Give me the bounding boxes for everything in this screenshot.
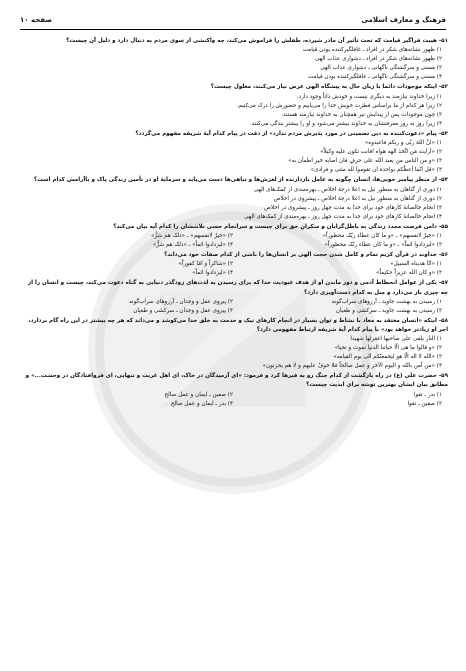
answer-option[interactable]: ۱) «انّا هدیناه السبیل» — [390, 261, 442, 268]
answer-option[interactable]: ۱) بدر ـ تقوا — [413, 391, 442, 398]
question-text: ۵۱- هیبت فراگیر قیامت که تحت تأثیر آن مادر شیرده، طفلش را فراموش می‌کند، چه واکنشی از سوی مردم به دنبال دارد و دلیل آن چیست؟ — [66, 38, 448, 44]
options-list — [24, 298, 442, 316]
options-list — [24, 46, 448, 82]
answer-option[interactable]: ۱) «انَّ اللهَ ربّی و ربکم فاعبدوه» — [364, 140, 442, 147]
answer-option[interactable]: ۲) «و قالوا ما هی الّا حیاتنا الدنیا نموت و نحیا» — [334, 345, 442, 352]
question-block — [24, 279, 448, 315]
answer-option[interactable]: ۴) بدر ـ ایمان و عمل صالح — [170, 400, 233, 407]
page-number: صفحه ۱۰ — [20, 16, 53, 24]
questions-area — [24, 36, 448, 409]
page-header — [20, 14, 446, 30]
answer-option[interactable]: ۲) «خیرٌ لانفسهم» ـ «ذلک هم شرٌّ» — [151, 232, 233, 239]
options-list — [24, 139, 448, 175]
answer-option[interactable]: ۴) «لیزدادوا اثماً» ـ «ذلک هم شرٌّ» — [152, 242, 233, 249]
answer-option[interactable]: ۲) «أرأیتَ مَن اتَّخذ الهه هواه افانت تکون علیه وکیلاً» — [320, 149, 442, 156]
answer-option[interactable]: ۲) پیروی عقل و وجدان ـ آرزوهای سراب‌گونه — [129, 298, 233, 305]
answer-option[interactable]: ۱) زیرا خداوند نیازمند به دیگری نیست و خودش ذاتاً وجود دارد. — [296, 93, 442, 100]
answer-option[interactable]: ۳) مستی و سرگشتگی ناگهانی ـ دشواری عذاب الهی — [320, 65, 442, 72]
options-list — [24, 93, 448, 129]
answer-option[interactable]: ۳) صفین ـ تقوا — [407, 400, 442, 407]
answer-option[interactable]: ۲) دوری از گناهان به منظور نیل به اعلا درجهٔ اخلاص ـ پیشروی در اخلاص — [273, 195, 442, 202]
answer-option[interactable]: ۳) رسیدن به بهشت جاوید ـ سرکشی و طغیان — [335, 307, 442, 314]
answer-option[interactable]: ۴) «قل انّما أعظُکم بواحدة ان تقوموا لله مثنی و فرادی» — [310, 167, 442, 174]
answer-option[interactable]: ۱) دوری از گناهان به منظور نیل به اعلا درجهٔ اخلاص ـ بهره‌مندی از کمک‌های الهی — [253, 186, 442, 193]
question-block — [24, 223, 448, 250]
question-text: ۵۶- خداوند در قرآن کریم تمام و کامل شدن حجت الهی بر انسان‌ها را ناشی از کدام صفات خود می‌داند؟ — [164, 252, 448, 259]
answer-option[interactable]: ۲) صفین ـ ایمان و عمل صالح — [164, 391, 233, 398]
question-text: ۵۸- اینکه «انسان معتقد به معاد با نشاط و توان بسیار در انجام کارهای نیک و خدمت به خلق خدا می‌کوشد و می‌داند که هر چه بیشتر در این راه گام بردارد، اجر او زیادتر خواهد بود» با پیام کدام آیهٔ شریفه ارتباط مفهومی دارد؟ — [28, 317, 448, 333]
answer-option[interactable]: ۲) ظهور نشانه‌های شکر در افراد ـ دشواری عذاب الهی — [314, 56, 442, 63]
answer-option[interactable]: ۴) پیروی عقل و وجدان ـ سرکشی و طغیان — [133, 307, 233, 314]
answer-option[interactable]: ۳) چون موجودات پس از پیدایش نیز همچنان به خداوند نیازمند هستند. — [281, 111, 442, 118]
question-block — [24, 176, 448, 221]
answer-option[interactable]: ۱) ظهور نشانه‌های شکر در افراد ـ غافلگیرکننده بودن قیامت — [302, 47, 442, 54]
options-list — [24, 186, 448, 222]
options-list — [24, 260, 442, 278]
answer-option[interactable]: ۳) «الله لا اله الّا هو لیجمعنّکم الی یوم القیامه» — [333, 354, 442, 361]
answer-option[interactable]: ۴) «من آمن بالله و الیوم الآخر و عمل صالحاً فلا خوفٌ علیهم و لا هم یحزنون» — [262, 363, 442, 370]
question-block — [24, 372, 448, 408]
question-block — [24, 130, 448, 175]
question-block — [24, 251, 448, 278]
question-block — [24, 37, 448, 82]
question-block — [24, 317, 448, 372]
answer-option[interactable]: ۱) رسیدن به بهشت جاوید ـ آرزوهای سراب‌گونه — [331, 298, 442, 305]
options-list — [24, 335, 448, 371]
answer-option[interactable]: ۳) «و من الناس من یعبد الله علی حرفٍ فان اصابه خیر اطمأن به» — [288, 158, 442, 165]
answer-option[interactable]: ۳) انجام خالصانهٔ کارهای خود برای خدا به مدت چهل روز ـ پیشروی در اخلاص — [264, 204, 442, 211]
question-text: ۵۵- دامن فرصت مجدد زندگی به باطل‌گرایان و منکرانِ حق برای چیست و سرانجام حسی تلاششان را کدام آیه بیان می‌کند؟ — [113, 223, 448, 230]
question-text: ۵۷- یکی از عوامل انحطاط آدمی و دور ماندن او از هدف عبودیت خدا که برای رسیدن به لذت‌های زودگذر دنیایی به گناه دعوت می‌کند، چیست و انسان را از چه چیزی باز می‌دارد و مبل به کدام دست‌آویزی دارد؟ — [27, 280, 448, 296]
answer-option[interactable]: ۴) «لیزدادوا اثماً» — [192, 270, 233, 277]
answer-option[interactable]: ۱) «خیرٌ لانفسهم» ـ «و ما کان عطاء ربّک محظوراً» — [322, 232, 442, 239]
answer-option[interactable]: ۳) «لیزدادوا اثماً» ـ «و ما کان عطاء ربّک محظوراً» — [324, 242, 442, 249]
question-text: ۵۲- اینکه موجودات دائما با زبان حال به پیشگاه الهی عرض نیاز می‌کنند، معلول چیست؟ — [210, 84, 448, 91]
header-title: فرهنگ و معارف اسلامی — [361, 16, 446, 24]
question-block — [24, 83, 448, 128]
answer-option[interactable]: ۴) انجام خالصانهٔ کارهای خود برای خدا به مدت چهل روز ـ بهره‌مندی از کمک‌های الهی — [244, 213, 442, 220]
answer-option[interactable]: ۳) «و کان الله عزیزاً حکیماً» — [375, 270, 442, 277]
answer-option[interactable]: ۲) «شاکراً و امّا کفوراً» — [178, 261, 233, 268]
answer-option[interactable]: ۱) النار یلقی علی صاحبها اغفرلها شهیدا — [350, 336, 442, 342]
question-text: ۵۳- پیام «دعوت‌کننده به دین تضمینی در مورد پذیرش مردم ندارد» از دقت در پیام کدام آیهٔ شریفه مفهوم می‌گردد؟ — [135, 130, 448, 137]
question-text: ۵۴- از منظر پیامبر خوبی‌ها، انسان چگونه به عامل بازدارنده از لغزش‌ها و تباهی‌ها دست می‌یابد و سرمایهٔ او در تأمین زندگی پاک و باآرامش کدام است؟ — [33, 177, 448, 184]
answer-option[interactable]: ۴) زیرا روز به روز معرفتشان به خداوند بیشتر می‌شود و او را بیشتر بندگی می‌کنند. — [249, 120, 442, 127]
answer-option[interactable]: ۴) مستی و سرگشتگی ناگهانی ـ غافلگیرکننده بودن قیامت — [308, 74, 442, 81]
options-list — [24, 391, 442, 409]
answer-option[interactable]: ۲) زیرا هر کدام از ما براساس فطرت خویش خدا را می‌یابیم و حضورش را درک می‌کنیم. — [236, 102, 442, 109]
question-text: ۵۹- حضرت علی (ع) در راه بازگشت از کدام جنگ رو به قبرها کرد و فرمود: «ای آرمیدگان در خاک، ای اهل غربت و تنهایی، ای فروافتادگان در وحشت...» و مطابق بیان ایشان بهترین توشه برای ابدیت چیست؟ — [25, 373, 448, 389]
header-rule — [20, 29, 446, 30]
options-list — [24, 232, 442, 250]
